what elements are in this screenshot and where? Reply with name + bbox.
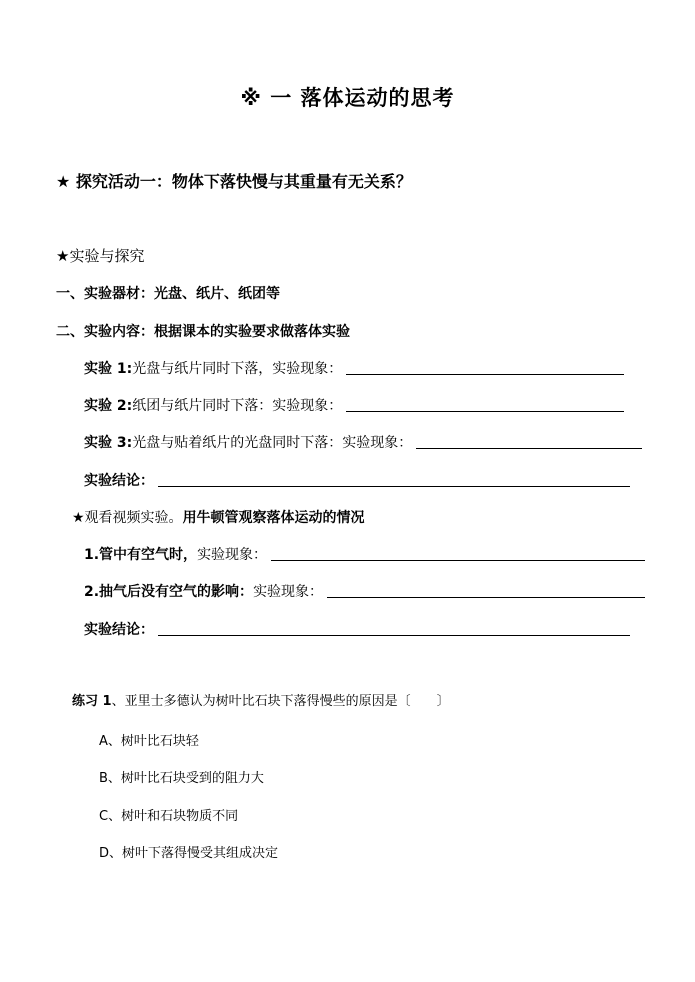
experiment-2-row bbox=[84, 395, 624, 415]
video-conclusion-label: 实验结论： bbox=[84, 622, 154, 638]
experiment-1-row bbox=[84, 358, 624, 378]
video-item-2-row bbox=[84, 581, 645, 601]
video-conclusion-answer-line[interactable] bbox=[158, 634, 630, 636]
conclusion-answer-line[interactable] bbox=[158, 485, 630, 487]
video-item-1-text: 实验现象： bbox=[197, 547, 268, 563]
page-title: ※ 一 落体运动的思考 bbox=[240, 86, 455, 110]
content-line: 二、实验内容：根据课本的实验要求做落体实验 bbox=[56, 324, 350, 340]
video-heading bbox=[72, 507, 365, 527]
experiment-1-label: 实验 1: bbox=[84, 361, 133, 377]
video-item-1-row bbox=[84, 544, 645, 564]
video-conclusion-row bbox=[84, 619, 630, 639]
option-d[interactable]: D、树叶下落得慢受其组成决定 bbox=[99, 846, 279, 861]
experiment-2-text: 纸团与纸片同时下落：实验现象： bbox=[132, 398, 343, 414]
video-item-2-label: 2.抽气后没有空气的影响： bbox=[84, 584, 254, 600]
equipment-line: 一、实验器材：光盘、纸片、纸团等 bbox=[56, 286, 280, 302]
video-item-2-text: 实验现象： bbox=[253, 584, 324, 600]
video-heading-bold: 用牛顿管观察落体运动的情况 bbox=[182, 510, 365, 526]
experiment-1-text: 光盘与纸片同时下落，实验现象： bbox=[132, 361, 343, 377]
experiment-3-answer-line[interactable] bbox=[416, 447, 642, 449]
option-a[interactable]: A、树叶比石块轻 bbox=[99, 734, 199, 749]
activity-heading: ★ 探究活动一：物体下落快慢与其重量有无关系？ bbox=[56, 172, 412, 191]
experiment-3-label: 实验 3: bbox=[84, 435, 133, 451]
experiment-3-text: 光盘与贴着纸片的光盘同时下落：实验现象： bbox=[132, 435, 413, 451]
video-item-1-answer-line[interactable] bbox=[271, 559, 645, 561]
conclusion-row bbox=[84, 470, 630, 490]
option-b[interactable]: B、树叶比石块受到的阻力大 bbox=[99, 771, 264, 786]
option-c[interactable]: C、树叶和石块物质不同 bbox=[99, 809, 239, 824]
video-item-2-answer-line[interactable] bbox=[327, 596, 645, 598]
experiment-2-label: 实验 2: bbox=[84, 398, 133, 414]
exercise-label: 练习 1 bbox=[72, 694, 112, 709]
experiment-1-answer-line[interactable] bbox=[346, 373, 624, 375]
conclusion-label: 实验结论： bbox=[84, 473, 154, 489]
video-item-1-label: 1.管中有空气时， bbox=[84, 547, 198, 563]
experiment-2-answer-line[interactable] bbox=[346, 410, 624, 412]
experiment-3-row bbox=[84, 432, 642, 452]
exercise-question-text: 、亚里士多德认为树叶比石块下落得慢些的原因是〔 〕 bbox=[111, 694, 450, 709]
section-title: ★实验与探究 bbox=[56, 247, 145, 265]
exercise-question bbox=[72, 690, 450, 709]
video-heading-prefix: ★观看视频实验。 bbox=[72, 510, 183, 526]
